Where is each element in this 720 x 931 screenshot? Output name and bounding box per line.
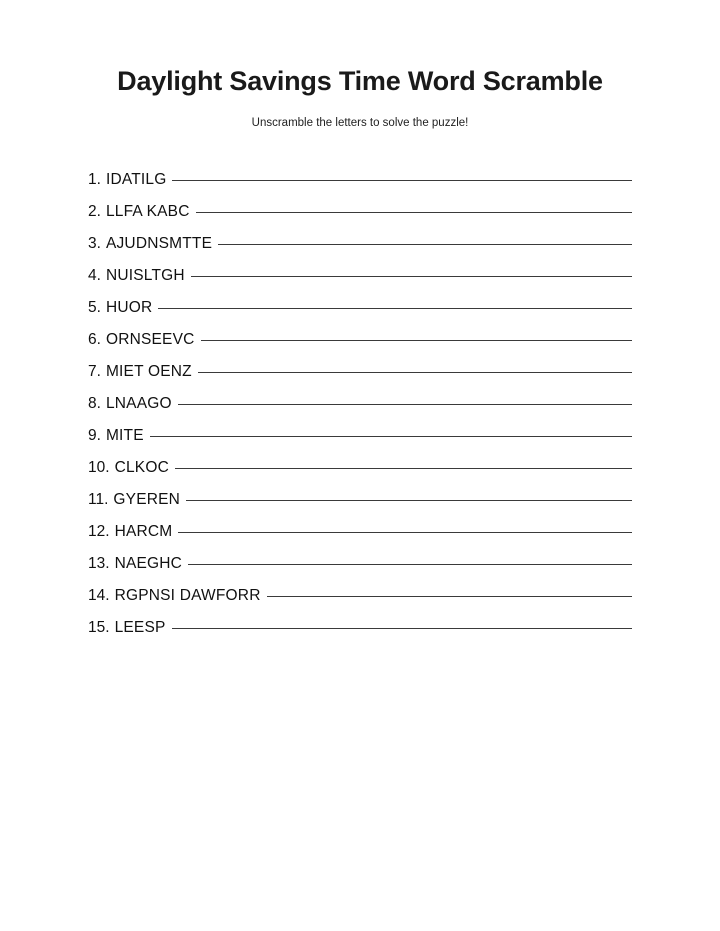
- answer-line[interactable]: [175, 454, 632, 469]
- item-scrambled-word: LNAAGO: [105, 395, 172, 412]
- answer-line[interactable]: [201, 326, 632, 341]
- item-number: 14.: [88, 587, 110, 604]
- list-item: [88, 489, 632, 521]
- item-number: 7.: [88, 363, 101, 380]
- answer-line[interactable]: [178, 390, 632, 405]
- item-number: 4.: [88, 267, 101, 284]
- answer-line[interactable]: [172, 166, 632, 181]
- item-scrambled-word: LLFA KABC: [105, 203, 190, 220]
- answer-line[interactable]: [198, 358, 632, 373]
- answer-line[interactable]: [150, 422, 632, 437]
- list-item: [88, 297, 632, 329]
- answer-line[interactable]: [188, 550, 632, 565]
- list-item: [88, 265, 632, 297]
- answer-line[interactable]: [172, 614, 632, 629]
- page-title: Daylight Savings Time Word Scramble: [117, 66, 603, 96]
- item-number: 3.: [88, 235, 101, 252]
- answer-line[interactable]: [218, 230, 632, 245]
- item-scrambled-word: LEESP: [114, 619, 166, 636]
- scramble-list: [0, 169, 720, 649]
- item-number: 8.: [88, 395, 101, 412]
- list-item: [88, 233, 632, 265]
- item-number: 5.: [88, 299, 101, 316]
- answer-line[interactable]: [178, 518, 632, 533]
- list-item: [88, 201, 632, 233]
- item-scrambled-word: IDATILG: [105, 171, 167, 188]
- item-number: 10.: [88, 459, 110, 476]
- list-item: [88, 585, 632, 617]
- list-item: [88, 553, 632, 585]
- list-item: [88, 329, 632, 361]
- item-number: 12.: [88, 523, 110, 540]
- answer-line[interactable]: [158, 294, 632, 309]
- list-item: [88, 521, 632, 553]
- answer-line[interactable]: [191, 262, 632, 277]
- list-item: [88, 617, 632, 649]
- item-scrambled-word: RGPNSI DAWFORR: [114, 587, 261, 604]
- list-item: [88, 425, 632, 457]
- page-subtitle: Unscramble the letters to solve the puzzle!: [251, 117, 469, 129]
- item-scrambled-word: GYEREN: [113, 491, 181, 508]
- item-scrambled-word: NAEGHC: [114, 555, 183, 572]
- item-number: 6.: [88, 331, 101, 348]
- item-number: 9.: [88, 427, 101, 444]
- item-number: 1.: [88, 171, 101, 188]
- item-number: 2.: [88, 203, 101, 220]
- list-item: [88, 393, 632, 425]
- list-item: [88, 361, 632, 393]
- answer-line[interactable]: [186, 486, 632, 501]
- item-number: 15.: [88, 619, 110, 636]
- item-number: 11.: [88, 491, 109, 508]
- item-scrambled-word: MIET OENZ: [105, 363, 192, 380]
- item-scrambled-word: HUOR: [105, 299, 153, 316]
- item-scrambled-word: AJUDNSMTTE: [105, 235, 213, 252]
- answer-line[interactable]: [196, 198, 632, 213]
- list-item: [88, 457, 632, 489]
- list-item: [88, 169, 632, 201]
- item-scrambled-word: CLKOC: [114, 459, 169, 476]
- item-scrambled-word: NUISLTGH: [105, 267, 185, 284]
- item-scrambled-word: ORNSEEVC: [105, 331, 195, 348]
- item-number: 13.: [88, 555, 110, 572]
- item-scrambled-word: MITE: [105, 427, 144, 444]
- item-scrambled-word: HARCM: [114, 523, 173, 540]
- answer-line[interactable]: [267, 582, 632, 597]
